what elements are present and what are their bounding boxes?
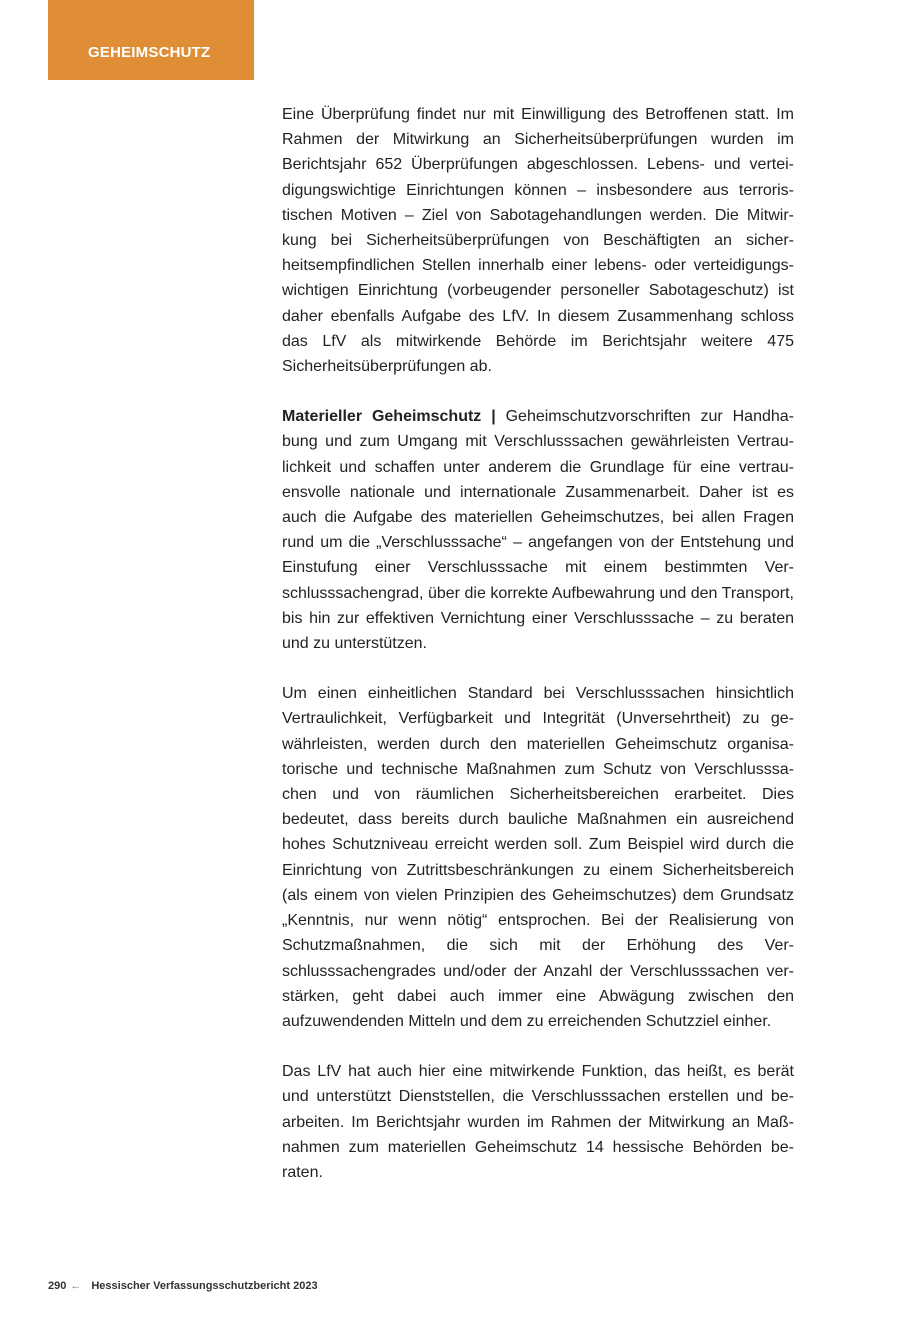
paragraph-cooperation: Das LfV hat auch hier eine mitwirkende Funktion, das heißt, es berät und unterstützt Dienststellen, die Verschlusssachen erstellen und bearbeiten. Im Berichtsjahr wurden im Rahmen der Mitwirkung an Maßnahmen zum materiellen Geheimschutz 14 hessische Behörden beraten.: [282, 1063, 794, 1181]
left-arrow-icon: ←: [70, 1280, 82, 1292]
page-number: 290: [48, 1280, 67, 1292]
report-title: Hessischer Verfassungsschutzbericht 2023: [91, 1280, 318, 1292]
paragraph-material-security: [282, 404, 794, 656]
paragraph-text: Geheimschutzvorschriften zur Handhabung und zum Umgang mit Verschlusssachen gewährleisten Vertraulichkeit und schaffen unter anderem die Grundlage für eine vertrauensvolle nationale und internationale Zusammenarbeit. Daher ist es auch die Aufgabe des materiellen Geheimschutzes, bei allen Fragen rund um die „Verschlusssache“ – angefangen von der Entstehung und Einstufung einer Verschlusssache mit einem bestimmten Verschlusssachengrad, über die korrekte Aufbewahrung und den Transport, bis hin zur effektiven Vernichtung einer Verschlusssache – zu beraten und zu unterstützen.: [282, 408, 794, 653]
paragraph-personnel-security: Eine Überprüfung findet nur mit Einwilligung des Betroffenen statt. Im Rahmen der Mitwirkung an Sicherheitsüberprüfungen wurden im Berichtsjahr 652 Überprüfungen abgeschlossen. Lebens- und verteidigungswichtige Einrichtungen können – insbesondere aus terroristischen Motiven – Ziel von Sabotagehandlungen werden. Die Mitwirkung bei Sicherheitsüberprüfungen von Beschäftigten an sicherheitsempfindlichen Stellen innerhalb einer lebens- oder verteidigungswichtigen Einrichtung (vorbeugender personeller Sabotageschutz) ist daher ebenfalls Aufgabe des LfV. In diesem Zusammenhang schloss das LfV als mitwirkende Behörde im Berichtsjahr weitere 475 Sicherheitsüberprüfungen ab.: [282, 106, 794, 376]
main-content: [282, 102, 794, 1210]
paragraph-heading: Materieller Geheimschutz |: [282, 408, 496, 426]
page-footer: [48, 1280, 318, 1292]
paragraph-standards: Um einen einheitlichen Standard bei Verschlusssachen hinsichtlich Vertraulichkeit, Verfügbarkeit und Integrität (Unversehrtheit) zu gewährleisten, werden durch den materiellen Geheimschutz organisatorische und technische Maßnahmen zum Schutz von Verschlusssachen und von räumlichen Sicherheitsbereichen erarbeitet. Dies bedeutet, dass bereits durch bauliche Maßnahmen ein ausreichend hohes Schutzniveau erreicht werden soll. Zum Beispiel wird durch die Einrichtung von Zutrittsbeschränkungen zu einem Sicherheitsbereich (als einem von vielen Prinzipien des Geheimschutzes) dem Grundsatz „Kenntnis, nur wenn nötig“ entsprochen. Bei der Realisierung von Schutzmaßnahmen, die sich mit der Erhöhung des Verschlusssachengrades und/oder der Anzahl der Verschlusssachen verstärken, geht dabei auch immer eine Abwägung zwischen den aufzuwendenden Mitteln und dem zu erreichenden Schutzziel einher.: [282, 685, 794, 1030]
section-tab: [48, 0, 254, 80]
section-label: GEHEIMSCHUTZ: [88, 44, 211, 61]
